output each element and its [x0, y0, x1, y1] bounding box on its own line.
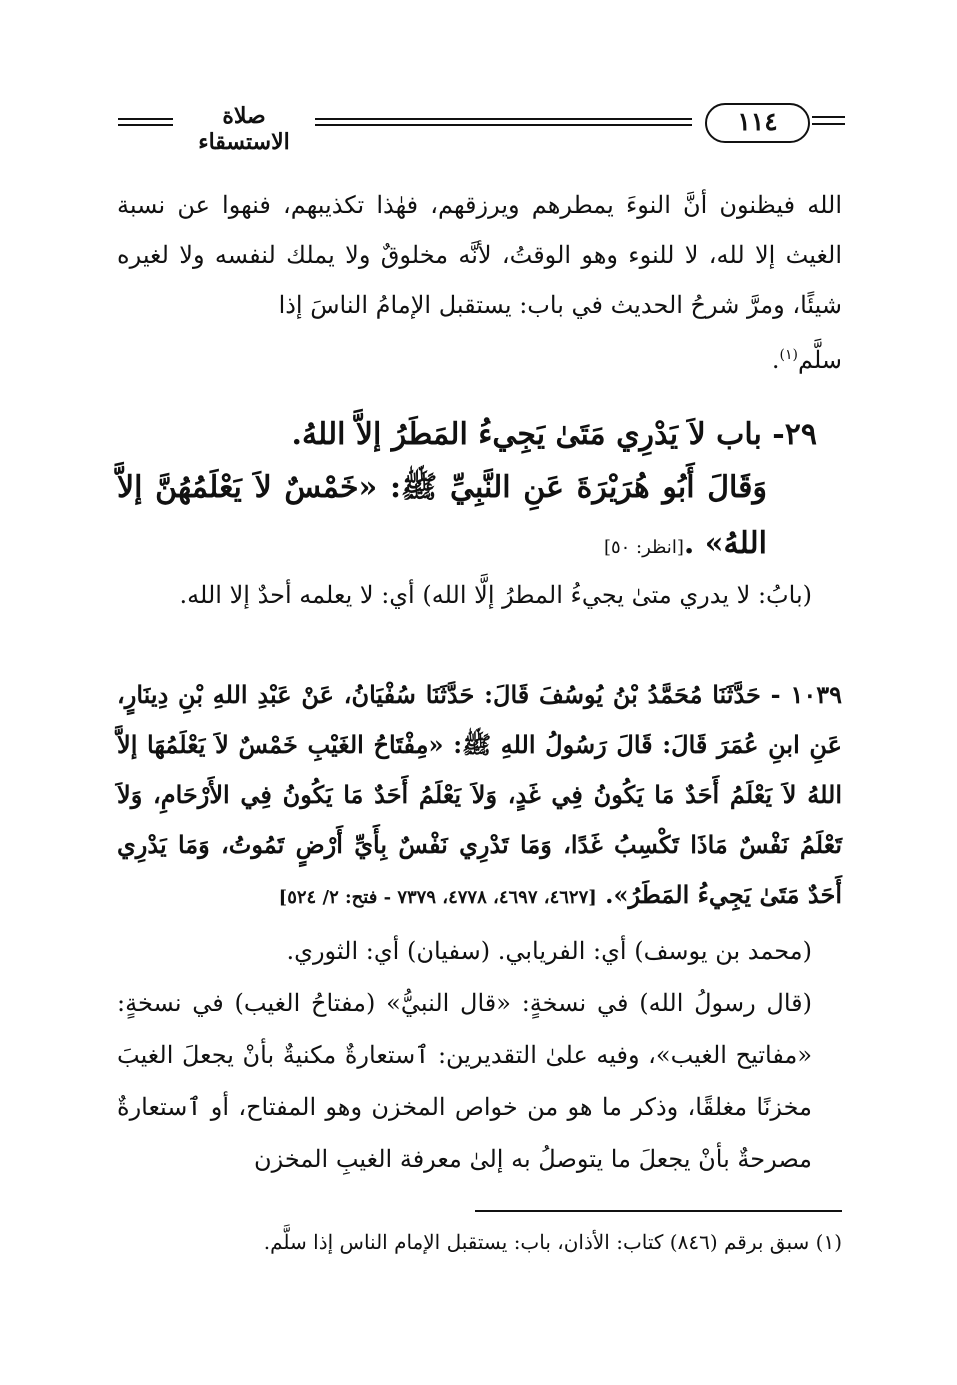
last-line-text: سلَّم: [797, 346, 842, 374]
hadith-block: [117, 670, 842, 923]
page-header: [100, 100, 845, 155]
commentary-text: (بابُ: لا يدري متىٰ يجيءُ المطرُ إلَّا الله) أي: لا يعلمه أحدٌ إلا الله.: [179, 581, 812, 609]
running-title: صلاة الاستسقاء: [198, 103, 290, 155]
badge-tail-rule: [812, 116, 845, 130]
commentary-line-narrators: (محمد بن يوسف) أي: الفريابي. (سفيان) أي: الثوري.: [286, 937, 812, 965]
header-rule-right: [315, 118, 692, 128]
footnote: (١) سبق برقم (٨٤٦) كتاب: الأذان، باب: يستقبل الإمام الناس إذا سلَّم.: [263, 1230, 842, 1254]
header-rule-left: [118, 118, 173, 128]
hadith-references: [٤٦٢٧، ٤٦٩٧، ٤٧٧٨، ٧٣٧٩ - فتح: ٢/ ٥٢٤]: [278, 887, 597, 908]
commentary-paragraph: (قال رسولُ الله) في نسخةٍ: «قال النبيُّ» (مفتاحُ الغيب) في نسخةٍ: «مفاتيح الغيب»، وفيه علىٰ التقديرين: ٱستعارةٌ مكنيةٌ بأنْ يجعلَ الغيبَ مخزنًا مغلقًا، وذكر ما هو من خواص المخزن وهو المفتاح، أو ٱستعارةٌ مصرحةٌ بأنْ يجعلَ ما يتوصلُ به إلىٰ معرفة الغيبِ المخزن: [117, 989, 812, 1173]
footnote-ref: (١): [779, 347, 798, 363]
chapter-heading: ٢٩- باب لاَ يَدْرِي مَتَىٰ يَجِيءُ المَطَرُ إلاَّ اللهُ.: [291, 417, 817, 452]
hadith-commentary: [117, 925, 842, 1185]
page-number-badge: ١١٤: [705, 103, 810, 143]
paragraph-text: الله فيظنون أنَّ النوءَ يمطرهم ويرزقهم، فهٰذا تكذيبهم، فنهوا عن نسبة الغيث إلا لله، لا للنوء وهو الوقتُ، لأنَّه مخلوقٌ ولا يملك لنفسه ولا لغيره شيئًا، ومرَّ شرحُ الحديث في باب: يستقبل الإمامُ الناسَ إذا: [117, 191, 842, 319]
chapter-reference: [انظر: ٥٠]: [603, 537, 684, 558]
paragraph-continuation: [117, 180, 842, 385]
hadith-text: ١٠٣٩ - حَدَّثَنَا مُحَمَّدُ بْنُ يُوسُفَ قَالَ: حَدَّثَنَا سُفْيَانُ، عَنْ عَبْدِ اللهِ بْنِ دِينَارٍ، عَنِ ابنِ عُمَرَ قَالَ: قَالَ رَسُولُ اللهِ ﷺ: «مِفْتَاحُ الغَيْبِ خَمْسٌ لاَ يَعْلَمُهَا إلاَّ اللهُ لاَ يَعْلَمُ أَحَدٌ مَا يَكُونُ فِي غَدٍ، وَلاَ يَعْلَمُ أَحَدٌ مَا يَكُونُ فِي الأَرْحَامِ، وَلاَ تَعْلَمُ نَفْسٌ مَاذَا تَكْسِبُ غَدًا، وَمَا تَدْرِي نَفْسٌ بِأَيِّ أَرْضٍ تَمُوتُ، وَمَا يَدْرِي أَحَدٌ مَتَىٰ يَجِيءُ المَطَرُ».: [117, 680, 842, 909]
chapter-hadith: [117, 460, 767, 576]
footnote-divider: [475, 1210, 842, 1212]
chapter-hadith-text: وَقَالَ أَبُو هُرَيْرَةَ عَنِ النَّبِيِّ ﷺ: «خَمْسٌ لاَ يَعْلَمُهُنَّ إلاَّ اللهُ» .: [117, 470, 767, 561]
chapter-commentary: [117, 570, 842, 620]
paragraph-last-line: سلَّم$^{(١)}$.: [771, 346, 842, 374]
